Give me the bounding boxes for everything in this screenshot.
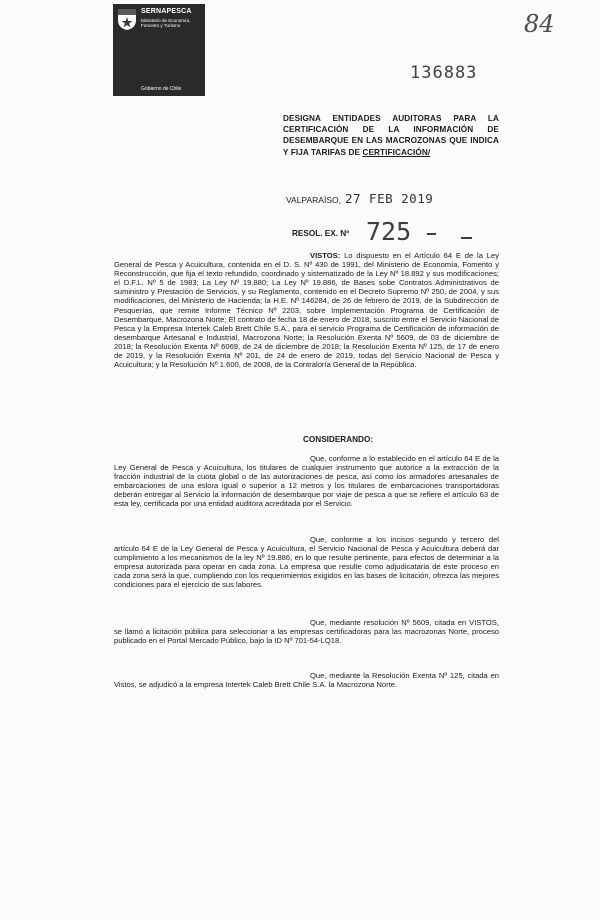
considerando-paragraph xyxy=(114,671,499,689)
chile-crest-icon xyxy=(116,7,138,31)
handwritten-mark xyxy=(427,233,436,235)
resolution-number: 725 xyxy=(366,217,412,246)
sernapesca-logo xyxy=(113,4,205,96)
considerando-paragraph xyxy=(114,535,499,590)
paragraph-text: Que, mediante resolución Nº 5609, citada en VISTOS, se llamó a licitación pública para seleccionar a las empresas certificadoras para las macrozonas Norte, proceso publicado en el Portal Mercado Público, bajo la ID Nº 701-54-LQ18. xyxy=(114,618,499,646)
vistos-paragraph xyxy=(114,251,499,369)
resolution-label: RESOL. EX. Nº xyxy=(292,229,350,238)
paragraph-text: Que, conforme a lo establecido en el artículo 64 E de la Ley General de Pesca y Acuicultura, los titulares de cualquier instrumento que autorice a la extracción de la fracción industrial de la cuota global o de las autorizaciones de pesca, así como los armadores artesanales de embarcaciones de una eslora igual o superior a 12 metros y los titulares de embarcaciones transportadoras deberán entregar al Servicio la información de desembarque por viaje de pesca a que se refiere el artículo 63 de esta ley, certificada por una entidad auditora acreditada por el Servicio. xyxy=(114,454,499,509)
stamp-number: 136883 xyxy=(410,63,478,83)
considerando-heading: CONSIDERANDO: xyxy=(303,435,374,444)
considerando-paragraph xyxy=(114,618,499,645)
resolution-title xyxy=(283,113,499,158)
folio-number: 84 xyxy=(524,10,555,38)
place-date xyxy=(286,191,433,206)
org-name: SERNAPESCA xyxy=(141,8,192,15)
handwritten-mark xyxy=(461,237,472,239)
place: VALPARAÍSO, xyxy=(286,195,341,205)
paragraph-text: Que, conforme a los incisos segundo y tercero del artículo 64 E de la Ley General de Pesca y Acuicultura, el Servicio Nacional de Pesca y Acuicultura deberá dar cumplimiento a los mecanismos de la ley Nº 19.886, en lo que resulte pertinente, para efectos de determinar a la empresa autorizada para operar en cada zona. La empresa que resulte como adjudicataria de este proceso en cada zona será la que, cumpliendo con los requerimientos exigidos en las bases de licitación, ofrezca las mejores condiciones para el ejercicio de sus labores. xyxy=(114,535,499,590)
vistos-label: VISTOS: xyxy=(310,251,341,260)
paragraph-text: Que, mediante la Resolución Exenta Nº 125, citada en Vistos, se adjudicó a la empresa Intertek Caleb Brett Chile S.A. la Macrozona Norte. xyxy=(114,671,499,690)
handwritten-folio xyxy=(522,8,562,38)
vistos-text: Lo dispuesto en el Artículo 64 E de la Ley General de Pesca y Acuicultura, contenida en el D. S. Nº 430 de 1991, del Ministerio de Economía, Fomento y Reconstrucción, que fija el texto refundido, coordinado y sistematizado de la Ley Nº 18.892 y sus modificaciones; el D.F.L. Nº 5 de 1983; La Ley Nº 19.880; La Ley Nº 19.886, de Bases sobe Contratos Administrativos de suministro y Prestación de Servicios, y su Reglamento, contenido en el Decreto Supremo Nº 250, de 2004, y sus modificaciones, del Ministerio de Hacienda; la H.E. Nº 146284, de 26 de febrero de 2019, de la Subdirección de Pesquerías, que remite Informe Técnico Nº 2203, sobre Implementación Programa de Certificación de Desembarque, Macrozona Norte; El contrato de fecha 18 de enero de 2018, suscrito entre el Servicio Nacional de Pesca y la Empresa Intertek Caleb Brett Chile S.A., para el servicio Programa de Certificación de información de desembarque Artesanal e Industrial, Macrozona Norte; la Resolución Exenta Nº 5609, de 03 de diciembre de 2018; la Resolución Exenta Nº 6069, de 24 de diciembre de 2018; la Resolución Exenta Nº 125, de 17 de enero de 2019, y la Resolución Exenta Nº 201, de 24 de enero de 2019, todas del Servicio Nacional de Pesca y Acuicultura; y la Resolución Nº 1.600, de 2008, de la Contraloría General de la República. xyxy=(114,251,499,370)
title-underlined: CERTIFICACIÓN/ xyxy=(362,147,431,157)
government-label: Gobierno de Chile xyxy=(141,86,182,92)
title-main: DESIGNA ENTIDADES AUDITORAS PARA LA CERTIFICACIÓN DE LA INFORMACIÓN DE DESEMBARQUE EN LAS MACROZONAS QUE INDICA Y FIJA TARIFAS DE xyxy=(283,114,499,157)
considerando-paragraph xyxy=(114,454,499,509)
date-stamp: 27 FEB 2019 xyxy=(344,191,434,206)
ministry-name: Ministerio de Economía, Fomento y Turismo xyxy=(141,18,191,29)
